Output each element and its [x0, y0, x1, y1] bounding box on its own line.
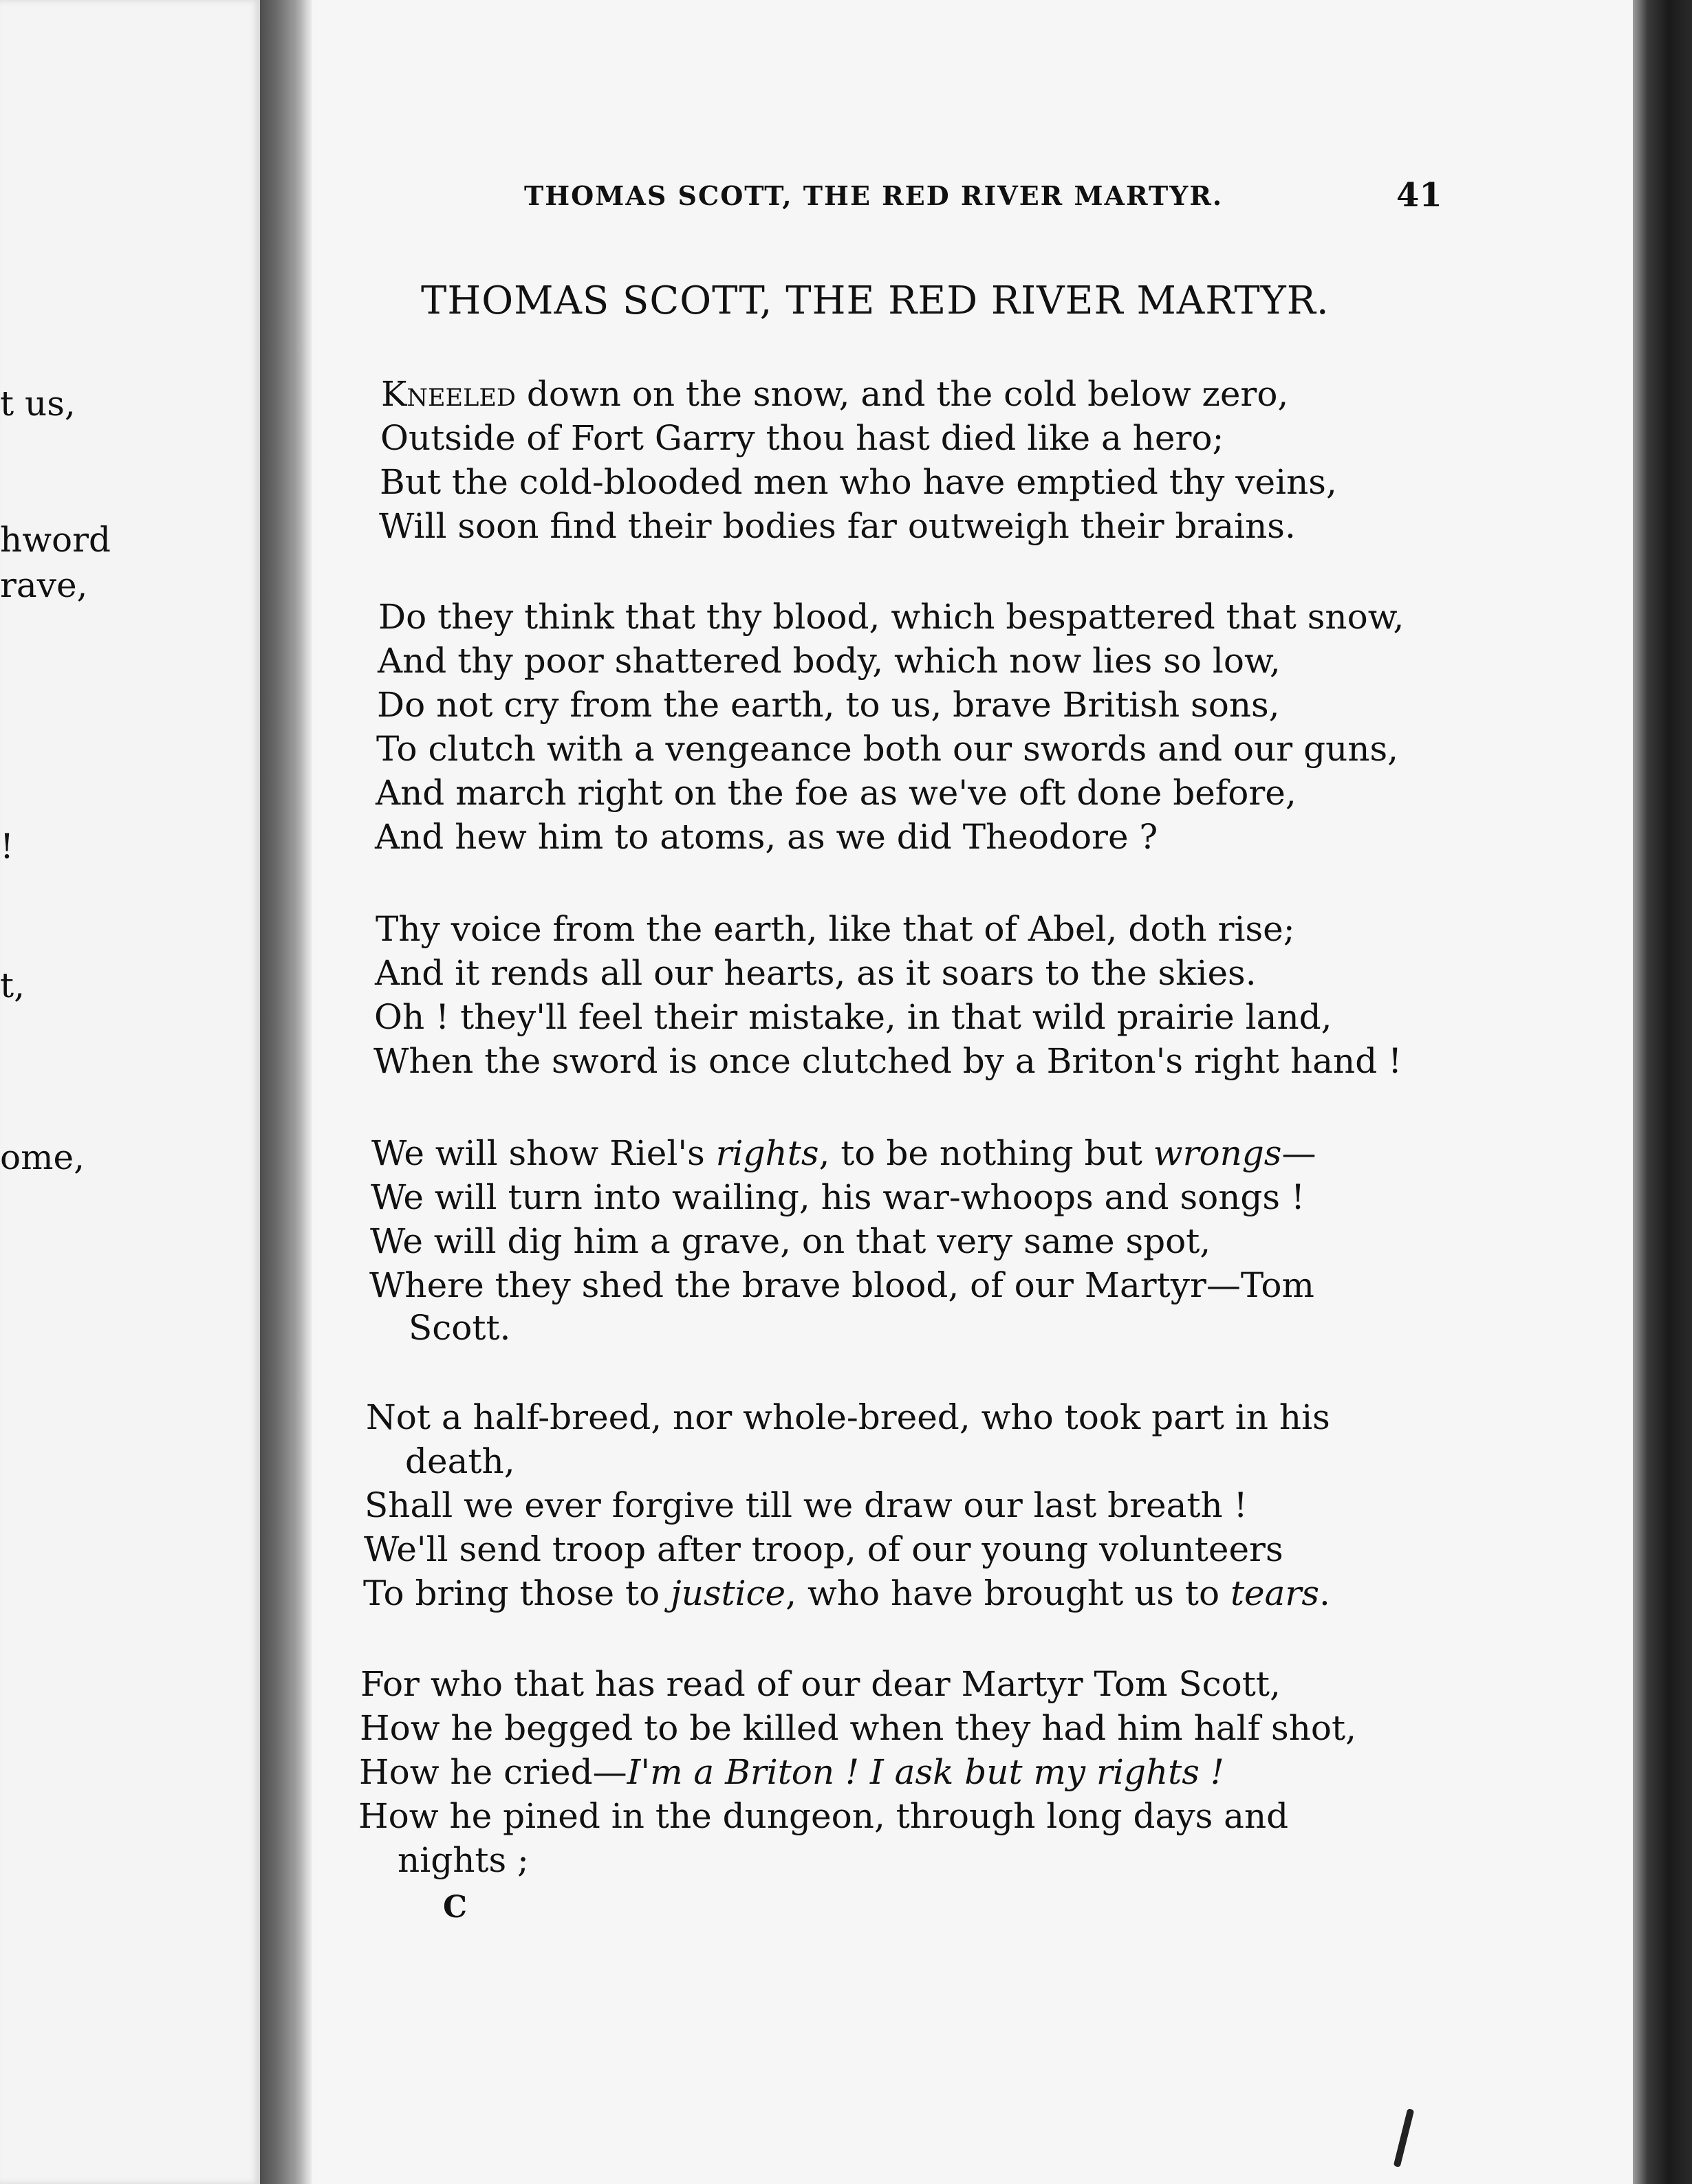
page-number: 41	[1396, 176, 1442, 215]
italic-text: rights	[715, 1133, 819, 1173]
poem-line: Where they shed the brave blood, of our Martyr—Tom	[369, 1265, 1314, 1305]
poem-line: Do not cry from the earth, to us, brave British sons,	[377, 685, 1280, 725]
poem-line: Will soon find their bodies far outweigh their brains.	[379, 506, 1296, 546]
left-page-fragment: hword	[0, 520, 111, 560]
line-text: We will show Riel's	[371, 1133, 716, 1173]
left-page-fragment: t us,	[0, 384, 76, 424]
poem-line	[359, 1752, 1224, 1792]
poem-line: And march right on the foe as we've oft done before,	[376, 773, 1297, 813]
poem-line: But the cold-blooded men who have emptied thy veins,	[380, 462, 1337, 502]
poem-line: Do they think that thy blood, which bespattered that snow,	[378, 597, 1404, 637]
poem-line	[371, 1133, 1316, 1173]
poem-line: Outside of Fort Garry thou hast died like a hero;	[380, 418, 1224, 458]
italic-text: tears	[1230, 1573, 1319, 1613]
line-text: , to be nothing but	[818, 1133, 1153, 1173]
poem-line: When the sword is once clutched by a Briton's right hand !	[373, 1041, 1402, 1081]
drop-word: Kneeled	[381, 374, 516, 414]
poem-line: We will dig him a grave, on that very same spot,	[370, 1221, 1211, 1261]
poem-line: Shall we ever forgive till we draw our last breath !	[365, 1485, 1248, 1525]
poem-title: THOMAS SCOTT, THE RED RIVER MARTYR.	[421, 279, 1330, 323]
line-text: To bring those to	[363, 1573, 671, 1613]
left-page-fragment: !	[0, 827, 14, 866]
poem-line: And hew him to atoms, as we did Theodore ?	[375, 817, 1158, 857]
poem-line: How he pined in the dungeon, through long days and	[358, 1796, 1289, 1836]
poem-line: And it rends all our hearts, as it soars to the skies.	[375, 953, 1257, 993]
italic-text: justice	[671, 1573, 786, 1613]
line-text: down on the snow, and the cold below zero,	[515, 374, 1289, 414]
poem-line: We'll send troop after troop, of our young volunteers	[364, 1529, 1283, 1569]
poem-line: For who that has read of our dear Martyr Tom Scott,	[360, 1664, 1281, 1704]
line-text: .	[1319, 1573, 1330, 1613]
poem-line	[381, 374, 1289, 414]
italic-text: wrongs	[1153, 1133, 1282, 1173]
poem-line: Not a half-breed, nor whole-breed, who took part in his	[366, 1397, 1330, 1437]
gutter-edge	[303, 0, 312, 2184]
poem-line: How he begged to be killed when they had him half shot,	[360, 1708, 1356, 1748]
signature-mark: C	[443, 1890, 468, 1925]
poem-line: To clutch with a vengeance both our swords and our guns,	[376, 729, 1399, 769]
left-page-fragment: rave,	[0, 565, 88, 605]
line-text: How he cried—	[359, 1752, 627, 1792]
italic-text: I'm a Briton ! I ask but my rights !	[627, 1752, 1224, 1792]
poem-line: nights ;	[398, 1840, 529, 1880]
line-text: , who have brought us to	[785, 1573, 1230, 1613]
right-page-edge	[1633, 0, 1692, 2184]
poem-line: Scott.	[409, 1308, 511, 1348]
left-page-fragment: ome,	[0, 1137, 85, 1177]
poem-line: death,	[405, 1441, 515, 1481]
line-text: —	[1281, 1133, 1316, 1173]
poem-line: Oh ! they'll feel their mistake, in that wild prairie land,	[374, 997, 1332, 1037]
left-facing-page	[0, 0, 260, 2184]
poem-line: Thy voice from the earth, like that of Abel, doth rise;	[376, 909, 1295, 949]
poem-line	[363, 1573, 1330, 1613]
running-head: THOMAS SCOTT, THE RED RIVER MARTYR.	[524, 180, 1224, 211]
poem-line: And thy poor shattered body, which now lies so low,	[378, 641, 1281, 681]
left-page-fragment: t,	[0, 965, 25, 1005]
poem-line: We will turn into wailing, his war-whoops and songs !	[371, 1177, 1305, 1217]
